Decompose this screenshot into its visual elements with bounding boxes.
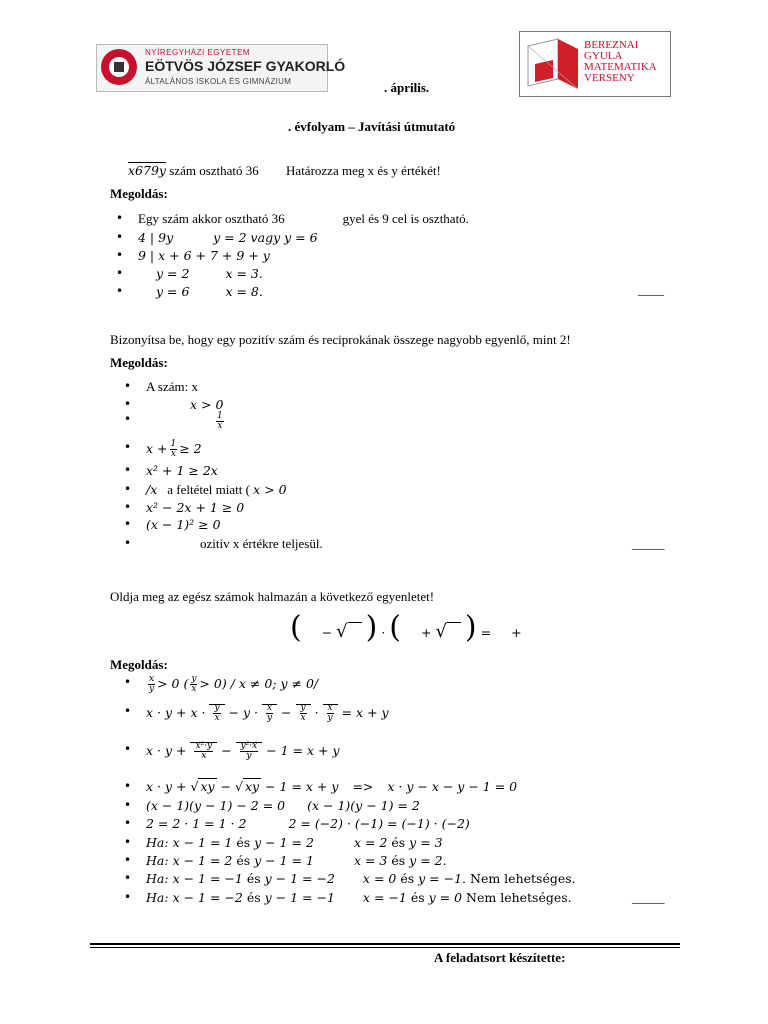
logo-line3: ÁLTALÁNOS ISKOLA ÉS GIMNÁZIUM [145,77,292,86]
logo-right-line3: MATEMATIKA [584,61,657,73]
p2-item7: • x² − 2x + 1 ≥ 0 [146,500,244,515]
problem3-statement: Oldja meg az egész számok halmazán a következő egyenletet! [110,589,435,604]
p1-item5: • y = 6 x = 8. [138,284,263,299]
footer-author-label: A feladatsort készítette: [434,950,566,965]
problem1-text-a: szám osztható 36 [169,163,259,178]
cube-icon [523,34,583,94]
p2-item6: • /x a feltétel miatt ( x > 0 [146,482,287,498]
competition-logo [519,31,671,97]
logo-line1: NYÍREGYHÁZI EGYETEM [145,48,251,57]
p1-score: ____ [638,282,664,297]
p3-item2: • x · y + x · $\frac{y}{x}$ − y · $\frac{x}{y}$ − $\frac{y}{x}$ · $\frac{x}{y}$ = x + y [146,704,389,723]
p1-item2: • 4 | 9y y = 2 vagy y = 6 [138,230,318,245]
p3-item3: • x · y + $\frac{\text{x²·y}}{x}$ − $\frac{\text{y²·x}}{y}$ − 1 = x + y [146,742,340,761]
p3-item1: • $\frac{x}{y}$ > 0 ( $\frac{y}{x}$ > 0) / x ≠ 0; y ≠ 0/ [146,675,318,694]
logo-line2: EÖTVÖS JÓZSEF GYAKORLÓ [145,58,346,74]
problem1-solution-label: Megoldás: [110,186,168,201]
p2-item4: • x + $\frac{1}{x}$ ≥ 2 [146,440,202,459]
p3-item9: • Ha: x − 1 = −1 és y − 1 = −2 x = 0 és y = −1. Nem lehetséges. [146,871,576,886]
p3-item5: • (x − 1)(y − 1) − 2 = 0 (x − 1)(y − 1) = 2 [146,798,420,813]
p3-item6: • 2 = 2 · 1 = 1 · 2 2 = (−2) · (−1) = (−1) · (−2) [146,816,470,831]
date: . április. [384,80,430,95]
p1-item4: • y = 2 x = 3. [138,266,263,281]
p3-item10: • Ha: x − 1 = −2 és y − 1 = −1 x = −1 és y = 0 Nem lehetséges. [146,890,572,905]
p3-score: _____ [632,890,665,905]
p2-item5: • x² + 1 ≥ 2x [146,463,218,478]
school-emblem-icon [101,49,137,85]
p2-item2: • x > 0 [146,397,223,412]
problem2-statement: Bizonyítsa be, hogy egy pozitív szám és reciprokának összege nagyobb egyenlő, mint 2! [110,332,571,347]
school-logo [96,44,346,92]
p1-item1: • Egy szám akkor osztható 36 gyel és 9 cel is osztható. [138,211,469,227]
p2-item9: • ozitív x értékre teljesül. [146,536,323,552]
page-title: . évfolyam – Javítási útmutató [288,119,456,134]
problem2-solution-label: Megoldás: [110,355,168,370]
p3-item7: • Ha: x − 1 = 1 és y − 1 = 2 x = 2 és y = 3 [146,835,443,850]
footer-rule-thin [90,947,680,948]
problem3-solution-label: Megoldás: [110,657,168,672]
p2-item3: • $\frac{1}{x}$ [146,412,226,431]
problem1-text-b: Határozza meg x és y értékét! [286,163,441,178]
p3-item8: • Ha: x − 1 = 2 és y − 1 = 1 x = 3 és y = 2. [146,853,447,868]
problem1-number: x679y [128,163,166,178]
p2-item8: • (x − 1)² ≥ 0 [146,517,221,532]
p3-item4: • x · y + √ xy − √ xy − 1 = x + y => x · y − x − y − 1 = 0 [146,779,517,794]
p1-item3: • 9 | x + 6 + 7 + 9 + y [138,248,270,263]
problem1-statement [128,163,441,179]
problem3-equation: ( − √ ) · ( + √ ) = + [290,610,522,645]
footer-rule-thick [90,943,680,945]
logo-right-line4: VERSENY [584,72,635,84]
p2-item1: • A szám: x [146,379,198,395]
p2-score: _____ [632,536,665,551]
logo-right-line1: BEREZNAI [584,39,639,51]
logo-right-line2: GYULA [584,50,623,62]
